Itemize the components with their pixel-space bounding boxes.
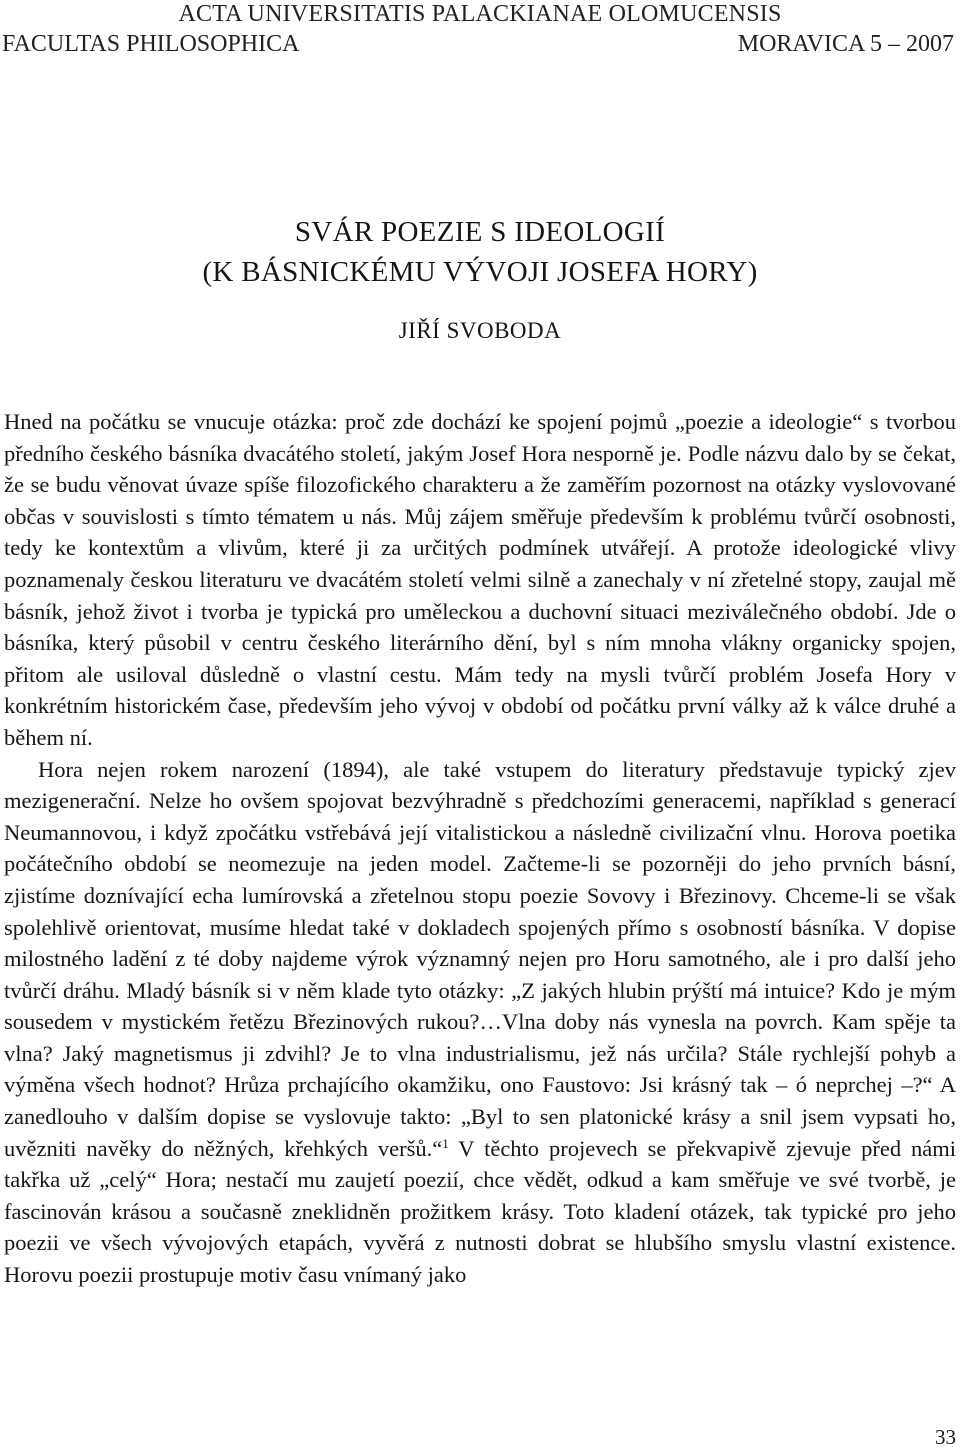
article-body <box>4 406 956 1291</box>
article-subtitle: (K BÁSNICKÉMU VÝVOJI JOSEFA HORY) <box>202 256 758 288</box>
article-title: SVÁR POEZIE S IDEOLOGIÍ <box>294 216 666 248</box>
running-head-journal <box>0 0 960 28</box>
page-number: 33 <box>935 1425 956 1449</box>
issue-label: MORAVICA 5 – 2007 <box>737 31 954 57</box>
footnote-reference[interactable]: 1 <box>442 1135 449 1151</box>
paragraph-2-text: Hora nejen rokem narození (1894), ale také vstupem do literatury představuje typický zjev mezigenerační. Nelze ho ovšem spojovat bezvýhradně s předchozími generacemi, například s generací Neumannovou, i když zpočátku vstřebává její vitalistickou a následně civilizační vlnu. Horova poetika počátečního období se neomezuje na jeden model. Začteme-li se pozorněji do jeho prvních básní, zjistíme doznívající echa lumírovská a zřetelnou stopu poezie Sovovy i Březinovy. Chceme-li se však spolehlivě orientovat, musíme hledat také v dokladech spojených přímo s osobností básníka. V dopise milostného ladění z té doby najdeme výrok významný nejen pro Horu samotného, ale i pro další jeho tvůrčí dráhu. Mladý básník si v něm klade tyto otázky: „Z jakých hlubin prýští má intuice? Kdo je mým sousedem v mystickém řetězu Březinových rukou?…Vlna doby nás vynesla na povrch. Kam spěje ta vlna? Jaký magnetismus ji zdvihl? Je to vlna industrialismu, jež nás určila? Stále rychlejší pohyb a výměna všech hodnot? Hrůza prchajícího okamžiku, ono Faustovo: Jsi krásný tak – ó neprchej –?“ A zanedlouho v dalším dopise se vyslovuje takto: „Byl to sen platonické krásy a snil jsem vypsati ho, uvězniti navěky do něžných, křehkých veršů.“ <box>4 756 956 1161</box>
paragraph-2-continuation: V těchto projevech se překvapivě zjevuje před námi takřka už „celý“ Hora; nestačí mu zaujetí poezií, chce vědět, odkud a kam směřuje ve své tvorbě, je fascinován krásou a současně zneklidněn prožitkem krásy. Toto kladení otázek, tak typické pro jeho poezii ve všech vývojových etapách, vyvěrá z nutnosti dobrat se hlubšího smyslu vlastní existence. Horovu poezii prostupuje motiv času vnímaný jako <box>4 1135 956 1288</box>
journal-name: ACTA UNIVERSITATIS PALACKIANAE OLOMUCENSIS <box>178 1 782 27</box>
article-author: JIŘÍ SVOBODA <box>398 318 562 343</box>
body-paragraph-1: Hned na počátku se vnucuje otázka: proč zde dochází ke spojení pojmů „poezie a ideologie“ s tvorbou předního českého básníka dvacátého století, jakým Josef Hora nesporně je. Podle názvu dalo by se čekat, že se budu věnovat úvaze spíše filozofického charakteru a že zaměřím pozornost na otázky vyslovované občas v souvislosti s tímto tématem u nás. Můj zájem směřuje především k problému tvůrčí osobnosti, tedy ke kontextům a vlivům, které ji za určitých podmínek utvářejí. A protože ideologické vlivy poznamenaly českou literaturu ve dvacátém století velmi silně a zanechaly v ní zřetelné stopy, zaujal mě básník, jehož život i tvorba je typická pro uměleckou a duchovní situaci meziválečného období. Jde o básníka, který působil v centru českého literárního dění, byl s ním mnoha vlákny organicky spojen, přitom ale usiloval důsledně o vlastní cestu. Mám tedy na mysli tvůrčí problém Josefa Hory v konkrétním historickém čase, především jeho vývoj v období od počátku první války až k válce druhé a během ní. <box>4 409 956 750</box>
faculty-name: FACULTAS PHILOSOPHICA <box>2 31 300 57</box>
body-paragraph-2 <box>4 754 956 1291</box>
